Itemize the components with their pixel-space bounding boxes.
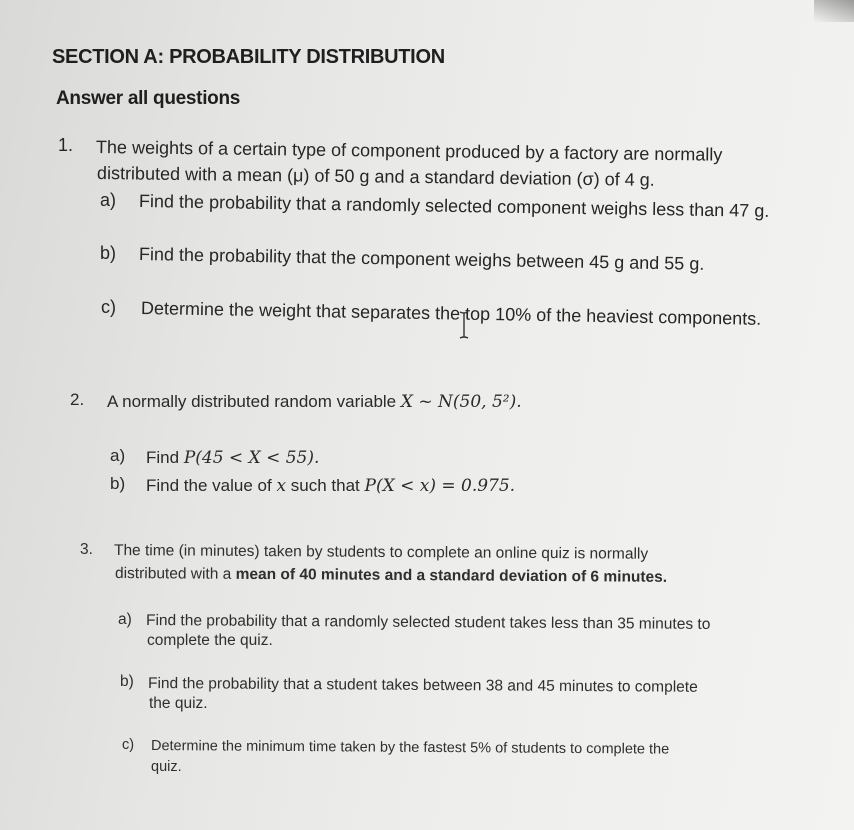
part-text-line: complete the quiz. — [147, 632, 273, 649]
part-text-line: quiz. — [151, 759, 182, 775]
part-math: P(X < x) = 0.975. — [364, 476, 516, 496]
part-text: Find the probability that a randomly selected component weighs less than 47 g. — [138, 191, 770, 221]
part-text-line: the quiz. — [149, 695, 208, 712]
part-text-plain: Find the value of — [146, 476, 272, 495]
stem-math: X ~ N(50, 5²). — [400, 392, 522, 412]
question-stem-line: distributed with a mean (μ) of 50 g and a standard deviation (σ) of 4 g. — [96, 163, 655, 190]
part-label: a) — [100, 190, 117, 210]
part-text — [146, 448, 319, 468]
part-label: b) — [120, 673, 134, 690]
part-label: a) — [118, 611, 132, 628]
question-number: 1. — [58, 135, 74, 155]
section-title: SECTION A: PROBABILITY DISTRIBUTION — [52, 46, 445, 68]
part-label: c) — [101, 297, 116, 317]
part-text-plain: such that — [290, 476, 360, 495]
question-stem-line — [115, 565, 667, 587]
stem-text: A normally distributed random variable — [107, 392, 397, 411]
stem-text: distributed with a — [114, 565, 232, 583]
part-var: x — [276, 476, 287, 496]
part-text — [146, 476, 515, 496]
page-corner-shadow — [814, 0, 854, 22]
question-stem — [107, 392, 522, 412]
part-label: a) — [110, 446, 126, 465]
question-number: 2. — [70, 390, 85, 409]
question-number: 3. — [80, 541, 93, 558]
instructions: Answer all questions — [56, 88, 241, 109]
stem-bold: mean of 40 minutes and a standard deviation of 6 minutes. — [235, 565, 668, 586]
part-text: Find the probability that the component weighs between 45 g and 55 g. — [138, 244, 705, 274]
part-label: c) — [122, 737, 135, 753]
part-text-plain: Find — [146, 448, 180, 467]
part-label: b) — [110, 474, 126, 493]
part-label: b) — [100, 243, 117, 263]
question-stem-line: The time (in minutes) taken by students to complete an online quiz is normally — [113, 542, 649, 563]
question-stem-line: The weights of a certain type of component produced by a factory are normally — [95, 137, 723, 165]
part-math: P(45 < X < 55). — [183, 448, 320, 468]
text-cursor-icon — [458, 311, 470, 339]
part-text-line: Find the probability that a student takes between 38 and 45 minutes to complete — [147, 675, 698, 696]
part-text-line: Find the probability that a randomly selected student takes less than 35 minutes to — [145, 612, 711, 633]
part-text: Determine the weight that separates the top 10% of the heaviest components. — [140, 298, 762, 329]
part-text-line: Determine the minimum time taken by the fastest 5% of students to complete the — [150, 738, 670, 758]
